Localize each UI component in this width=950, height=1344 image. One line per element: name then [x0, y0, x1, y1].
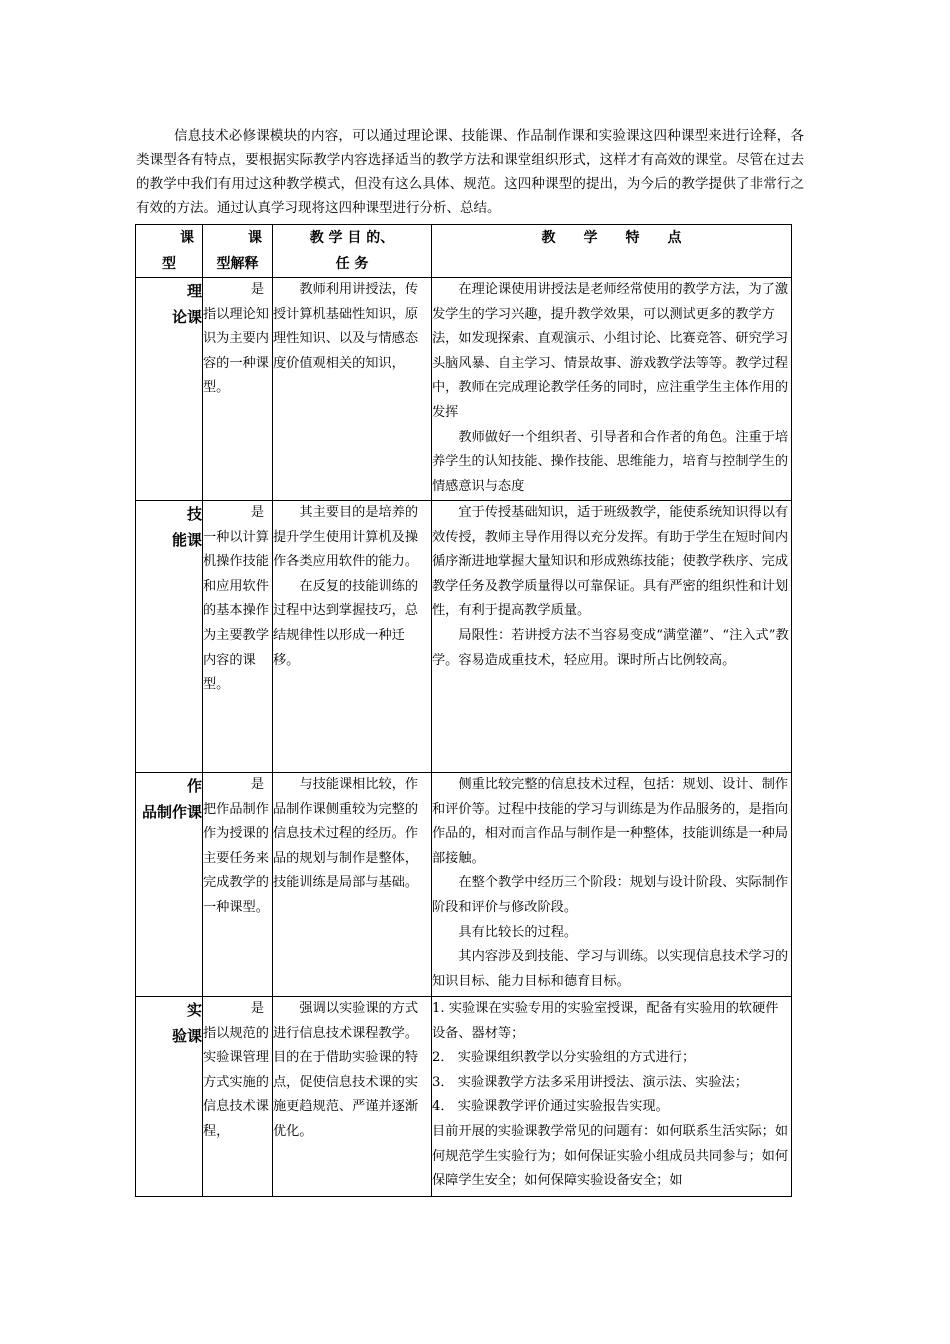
course-type-table [135, 224, 792, 1197]
row-features: 宜于传授基础知识，适于班级教学，能使系统知识得以有效传授，教师主导作用得以充分发挥。有助于学生在短时间内循序渐进地掌握大量知识和形成熟练技能；使教学秩序、完成教学任务及教学质量得以可靠保证。具有严密的组织性和计划性，有利于提高教学质量。 局限性：若讲授方法不当容易变成“满堂灌”、“注入式”教学。容易造成重技术，轻应用。课时所占比例较高。 [432, 501, 792, 773]
row-features: 侧重比较完整的信息技术过程，包括：规划、设计、制作和评价等。过程中技能的学习与训练是为作品服务的，是指向作品的，相对而言作品与制作是一种整体，技能训练是一种局部接触。 在整个教学中经历三个阶段：规划与设计阶段、实际制作阶段和评价与修改阶段。 具有比较长的过程。 其内容涉及到技能、学习与训练。以实现信息技术学习的知识目标、能力目标和德育目标。 [432, 773, 792, 997]
row-explain: 是 一种以计算机操作技能和应用软件的基本操作为主要教学内容的课型。 [203, 501, 273, 773]
table-row [136, 773, 792, 997]
row-goal: 其主要目的是培养的提升学生使用计算机及操作各类应用软件的能力。 在反复的技能训练的过程中达到掌握技巧，总结规律性以形成一种迁移。 [273, 501, 432, 773]
intro-paragraph: 信息技术必修课模块的内容，可以通过理论课、技能课、作品制作课和实验课这四种课型来进行诠释，各类课型各有特点，要根据实际教学内容选择适当的教学方法和课堂组织形式，这样才有高效的课堂。尽管在过去的教学中我们有用过这种教学模式，但没有这么具体、规范。这四种课型的提出，为今后的教学提供了非常行之有效的方法。通过认真学习现将这四种课型进行分析、总结。 [136, 128, 804, 216]
row-type: 技 能课 [136, 501, 203, 773]
row-explain: 是 指以规范的实验课管理方式实施的信息技术课程， [203, 997, 273, 1197]
row-type: 理 论课 [136, 278, 203, 501]
header-explain: 课 型解释 [203, 225, 273, 278]
row-features: 在理论课使用讲授法是老师经常使用的教学方法，为了激发学生的学习兴趣，提升教学效果，可以测试更多的教学方法，如发现探索、直观演示、小组讨论、比赛竞答、研究学习头脑风暴、自主学习、情景故事、游戏教学法等等。教学过程中，教师在完成理论教学任务的同时，应注重学生主体作用的发挥 教师做好一个组织者、引导者和合作者的角色。注重于培养学生的认知技能、操作技能、思维能力，培育与控制学生的情感意识与态度 [432, 278, 792, 501]
header-goal: 教 学 目 的、 任 务 [273, 225, 432, 278]
row-features: 1. 实验课在实验专用的实验室授课，配备有实验用的软硬件设备、器材等； 2． 实验课组织教学以分实验组的方式进行； 3． 实验课教学方法多采用讲授法、演示法、实验法； 4． 实验课教学评价通过实验报告实现。 目前开展的实验课教学常见的问题有：如何联系生活实际；如何规范学生实验行为；如何保证实验小组成员共同参与；如何保障学生安全；如何保障实验设备安全；如 [432, 997, 792, 1197]
table-row [136, 278, 792, 501]
header-type: 课 型 [136, 225, 203, 278]
table-row [136, 501, 792, 773]
row-explain: 是 指以理论知识为主要内容的一种课型。 [203, 278, 273, 501]
table-header-row [136, 225, 792, 278]
table-row [136, 997, 792, 1197]
row-type: 实 验课 [136, 997, 203, 1197]
row-type: 作 品制作课 [136, 773, 203, 997]
row-goal: 与技能课相比较，作品制作课侧重较为完整的信息技术过程的经历。作品的规划与制作是整体，技能训练是局部与基础。 [273, 773, 432, 997]
header-feature: 教 学 特 点 [432, 225, 792, 278]
row-goal: 强调以实验课的方式进行信息技术课程教学。目的在于借助实验课的特点，促使信息技术课的实施更趋规范、严谨并逐渐优化。 [273, 997, 432, 1197]
row-explain: 是 把作品制作作为授课的主要任务来完成教学的一种课型。 [203, 773, 273, 997]
row-goal: 教师利用讲授法，传授计算机基础性知识，原理性知识、以及与情感态度价值观相关的知识， [273, 278, 432, 501]
